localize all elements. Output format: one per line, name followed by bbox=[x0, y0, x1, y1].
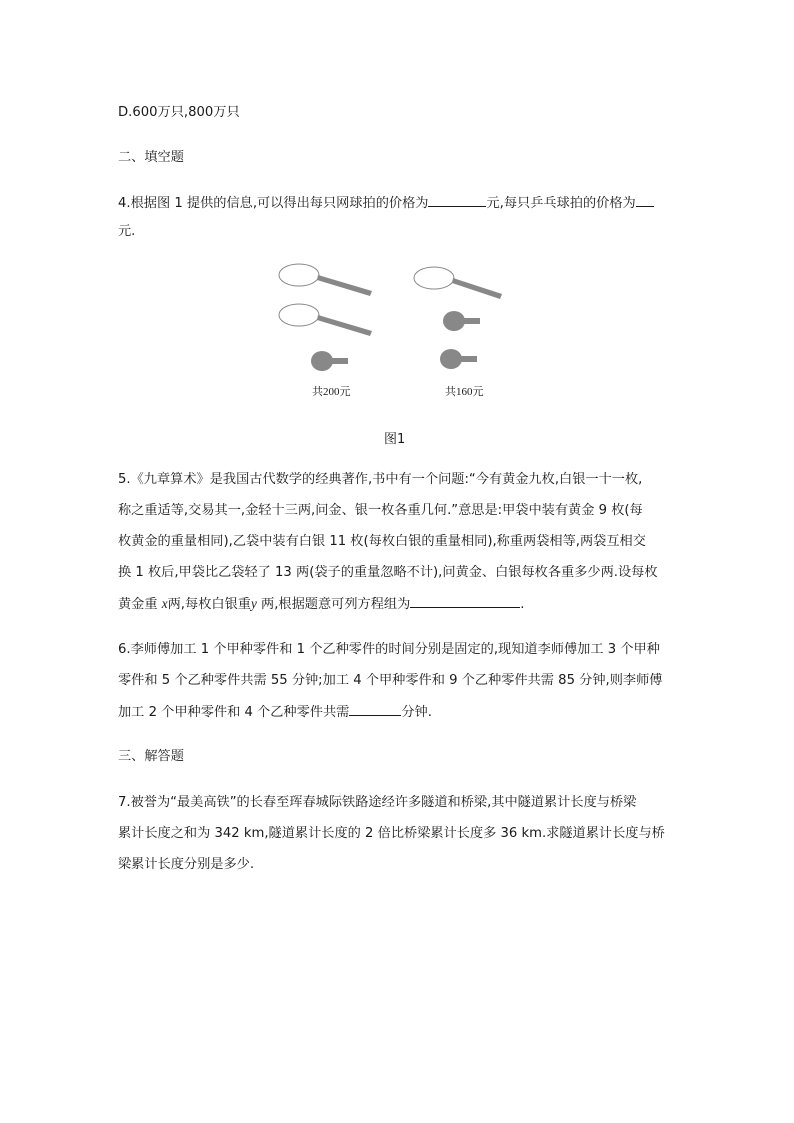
tennis-racket-icon bbox=[414, 267, 502, 299]
question-7-line-3: 梁累计长度分别是多少. bbox=[118, 857, 255, 872]
tennis-racket-icon bbox=[279, 304, 372, 336]
ping-pong-paddle-icon bbox=[311, 351, 348, 371]
q4-text-a: 4.根据图 1 提供的信息,可以得出每只网球拍的价格为 bbox=[118, 196, 429, 211]
q5-text-c: 两,根据题意可列方程组为 bbox=[261, 597, 411, 612]
q5-text-a: 黄金重 bbox=[118, 597, 158, 612]
left-total-label: 共200元 bbox=[312, 386, 351, 398]
rackets-illustration bbox=[270, 258, 520, 408]
option-d: D.600万只,800万只 bbox=[118, 105, 240, 120]
question-4-line-1 bbox=[118, 194, 654, 213]
question-7-line-2: 累计长度之和为 342 km,隧道累计长度的 2 倍比桥梁累计长度多 36 km.求隧道累计长度与桥 bbox=[118, 826, 665, 841]
answer-blank[interactable] bbox=[636, 194, 654, 207]
tennis-racket-icon bbox=[279, 264, 372, 296]
variable-y: y bbox=[250, 596, 257, 611]
q6-text-a: 加工 2 个甲种零件和 4 个乙种零件共需 bbox=[118, 705, 350, 720]
q4-text-b: 元,每只乒乓球拍的价格为 bbox=[486, 196, 636, 211]
q5-text-end: . bbox=[520, 597, 525, 612]
answer-blank[interactable] bbox=[410, 595, 520, 608]
question-4-line-2: 元. bbox=[118, 224, 136, 239]
question-5-line-2: 称之重适等,交易其一,金轻十三两,问金、银一枚各重几何.”意思是:甲袋中装有黄金 9 枚(每 bbox=[118, 503, 643, 518]
question-5-line-3: 枚黄金的重量相同),乙袋中装有白银 11 枚(每枚白银的重量相同),称重两袋相等,两袋互相交 bbox=[118, 534, 646, 549]
question-6-line-3 bbox=[118, 703, 432, 722]
variable-x: x bbox=[161, 596, 168, 611]
right-total-label: 共160元 bbox=[445, 386, 484, 398]
question-7-line-1: 7.被誉为“最美高铁”的长春至珲春城际铁路途经许多隧道和桥梁,其中隧道累计长度与桥梁 bbox=[118, 795, 637, 810]
figure-caption: 图1 bbox=[384, 432, 406, 447]
section-title-fill-in: 二、填空题 bbox=[118, 150, 184, 165]
section-title-solve: 三、解答题 bbox=[118, 749, 184, 764]
q5-text-b: 两,每枚白银重 bbox=[167, 597, 251, 612]
q6-text-b: 分钟. bbox=[401, 705, 432, 720]
question-6-line-1: 6.李师傅加工 1 个甲种零件和 1 个乙种零件的时间分别是固定的,现知道李师傅加工 3 个甲种 bbox=[118, 642, 660, 657]
answer-blank[interactable] bbox=[428, 194, 486, 207]
question-5-line-1: 5.《九章算术》是我国古代数学的经典著作,书中有一个问题:“今有黄金九枚,白银一十一枚, bbox=[118, 472, 643, 487]
figure-1-rackets bbox=[270, 258, 520, 408]
question-6-line-2: 零件和 5 个乙种零件共需 55 分钟;加工 4 个甲种零件和 9 个乙种零件共需 85 分钟,则李师傅 bbox=[118, 673, 663, 688]
question-5-line-4: 换 1 枚后,甲袋比乙袋轻了 13 两(袋子的重量忽略不计),问黄金、白银每枚各重多少两.设每枚 bbox=[118, 565, 658, 580]
question-5-line-5 bbox=[118, 595, 524, 614]
ping-pong-paddle-icon bbox=[440, 349, 477, 369]
ping-pong-paddle-icon bbox=[443, 311, 480, 331]
answer-blank[interactable] bbox=[349, 703, 401, 716]
